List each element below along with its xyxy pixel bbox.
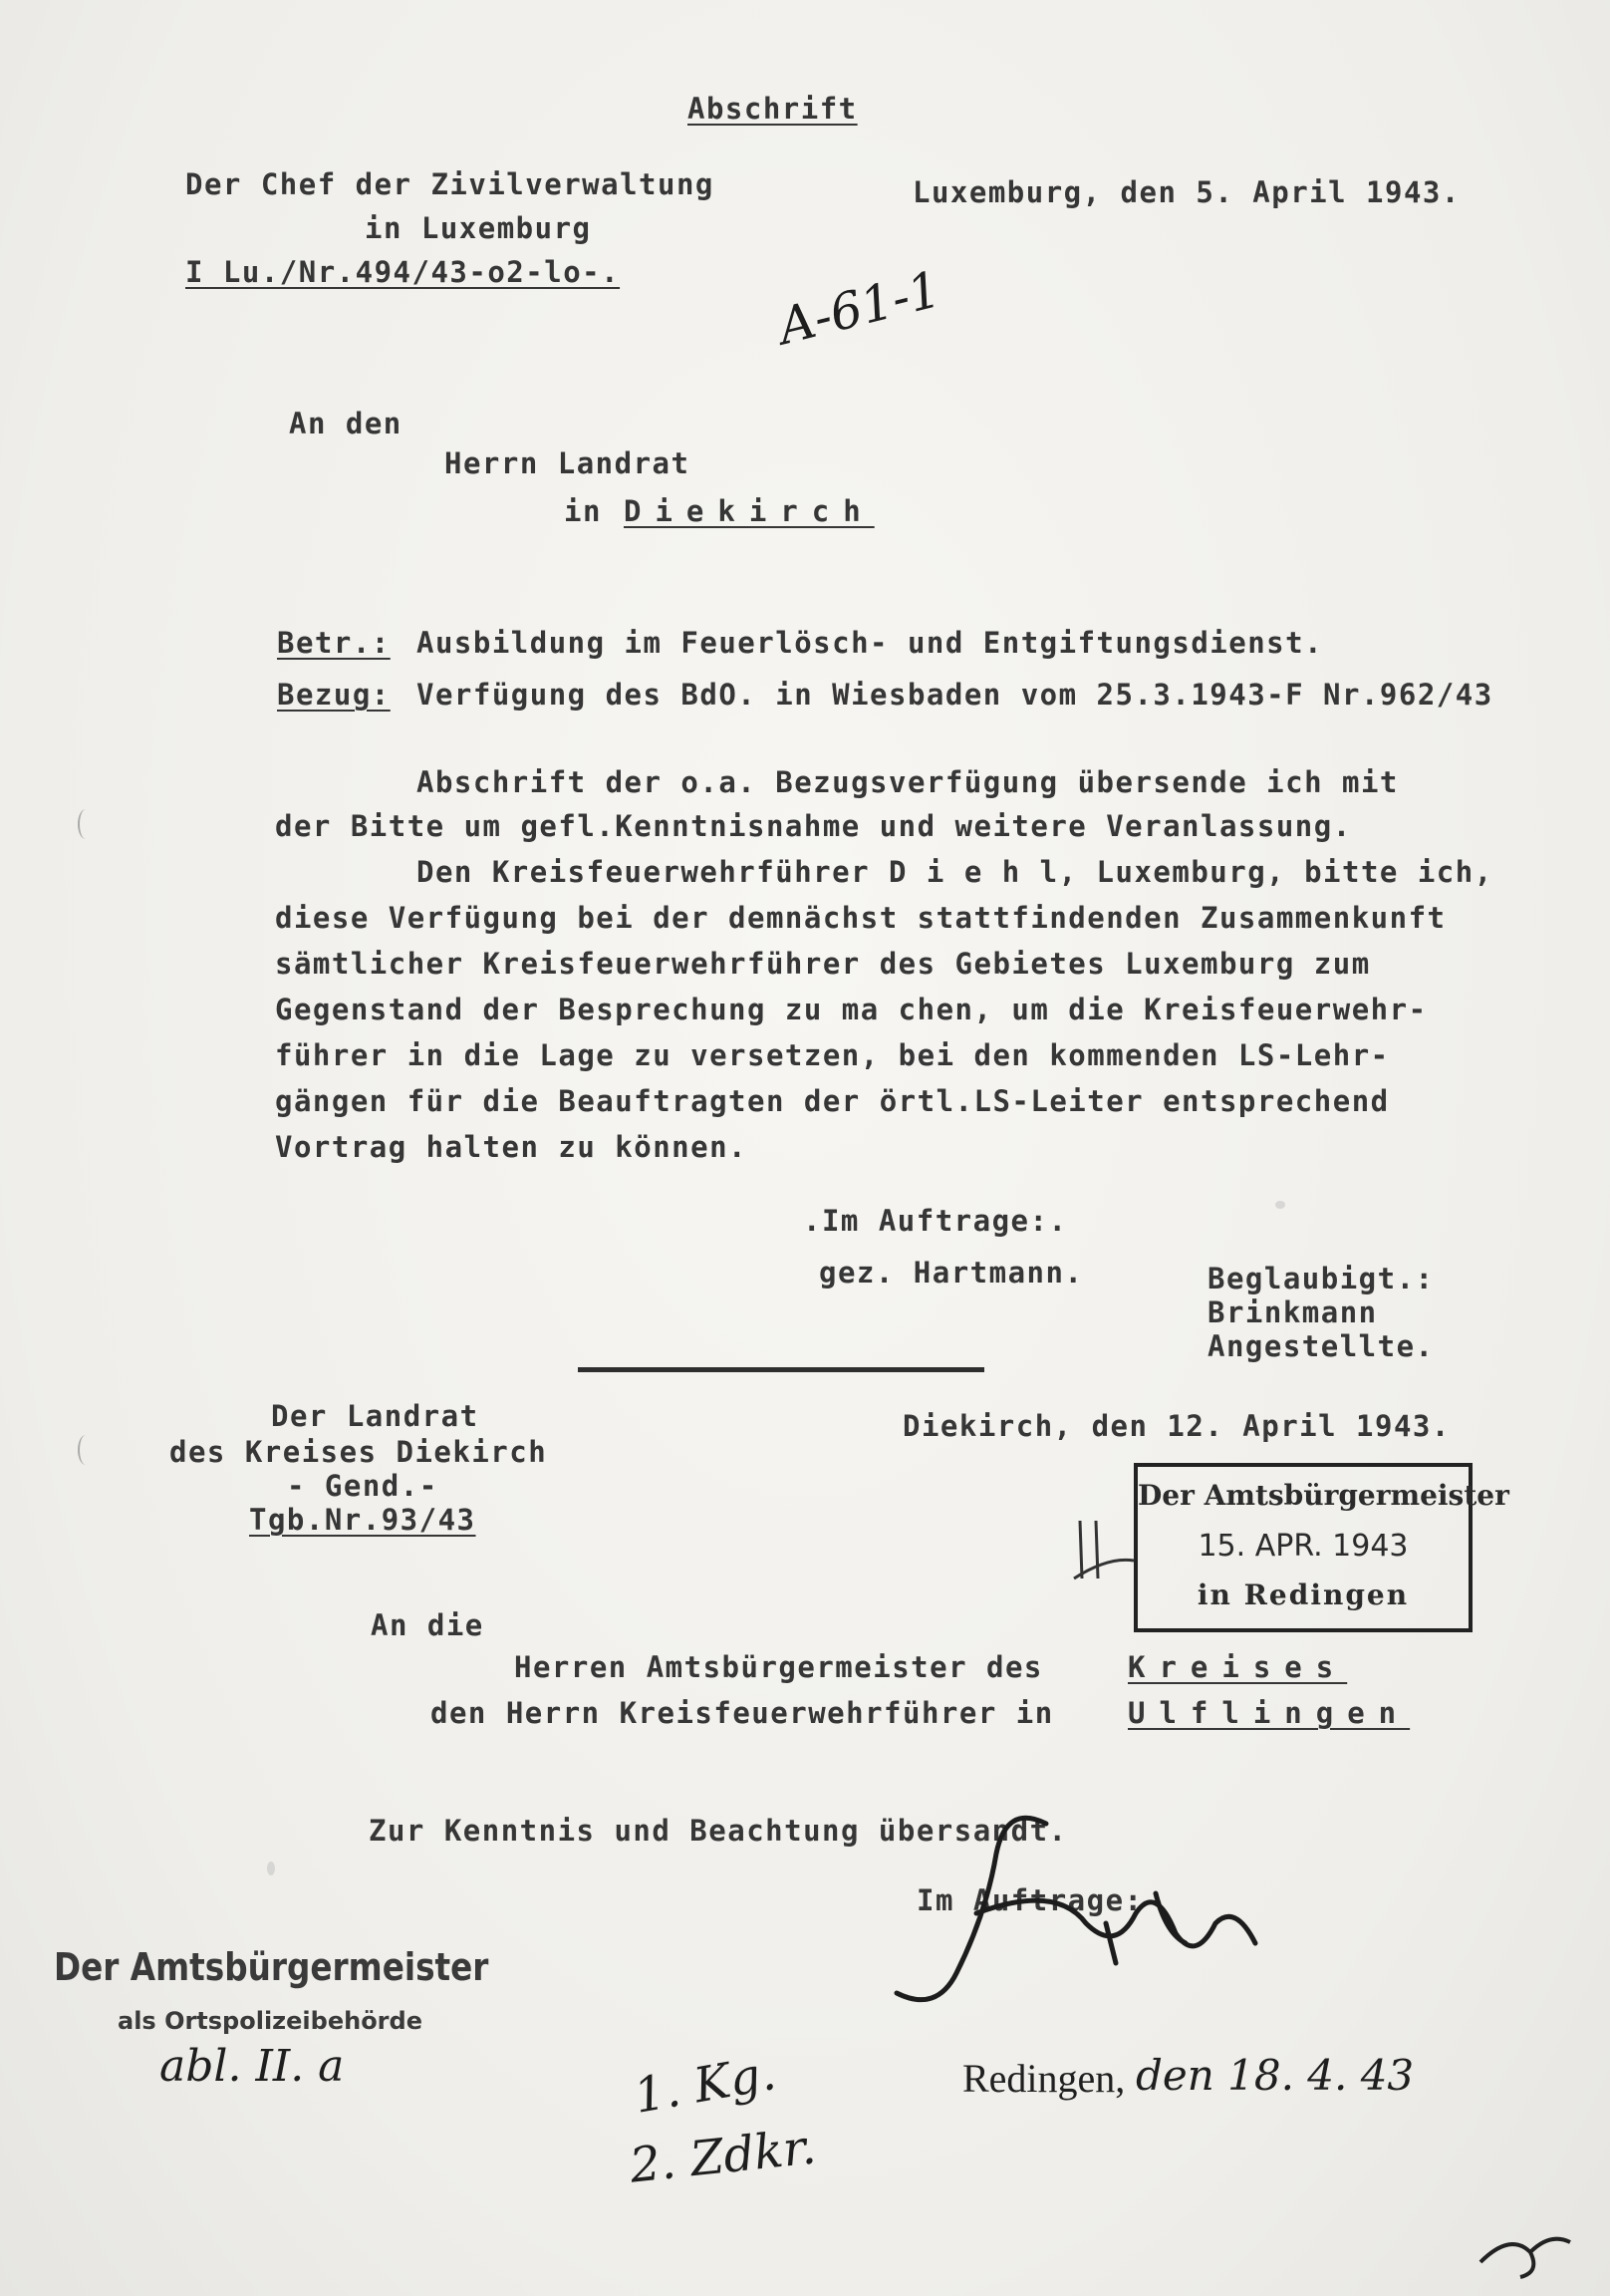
second-sender-line-2: des Kreises Diekirch	[169, 1435, 548, 1469]
sender-line-1: Der Chef der Zivilverwaltung	[185, 167, 714, 201]
scan-edge-mark	[78, 809, 94, 839]
handwritten-reference: A-61-1	[772, 259, 946, 357]
addressee-name: Herrn Landrat	[444, 446, 690, 480]
ink-spot	[267, 1862, 275, 1875]
received-stamp-date: 15. APR. 1943	[1198, 1529, 1409, 1564]
body-line: gängen für die Beauftragten der örtl.LS-Leiter entsprechend	[275, 1084, 1390, 1118]
subject-label: Betr.:	[277, 626, 391, 660]
second-signature-auftrage: Im Auftrage:	[917, 1883, 1144, 1917]
place-date-handwritten: den 18. 4. 43	[1136, 2051, 1415, 2100]
scan-edge-mark	[78, 1435, 94, 1465]
body-line: sämtlicher Kreisfeuerwehrführer des Gebietes Luxemburg zum	[275, 947, 1371, 981]
certified-line-2: Brinkmann	[1208, 1295, 1378, 1329]
recipient-1-district: Kreises	[1128, 1650, 1348, 1684]
reference-number: I Lu./Nr.494/43-o2-lo-.	[185, 255, 621, 289]
ink-spot	[1275, 1201, 1285, 1209]
initials-mark	[1471, 2222, 1580, 2282]
recipient-2: den Herrn Kreisfeuerwehrführer in	[430, 1696, 1054, 1730]
letter-date: Luxemburg, den 5. April 1943.	[913, 175, 1461, 209]
signature-name: gez. Hartmann.	[819, 1256, 1084, 1290]
certified-line-1: Beglaubigt.:	[1208, 1262, 1435, 1295]
recipient-2-place: Ulflingen	[1128, 1696, 1411, 1730]
body-line: führer in die Lage zu versetzen, bei den kommenden LS-Lehr-	[275, 1038, 1390, 1072]
handwritten-note-1: 1. Kg.	[630, 2045, 780, 2125]
second-salutation: An die	[371, 1608, 484, 1642]
header-title: Abschrift	[687, 92, 858, 126]
received-stamp	[1134, 1463, 1509, 1632]
received-stamp-place: in Redingen	[1197, 1578, 1410, 1611]
body-line: Gegenstand der Besprechung zu ma chen, um die Kreisfeuerwehr-	[275, 993, 1428, 1026]
certified-line-3: Angestellte.	[1208, 1329, 1435, 1363]
place-printed: Redingen,	[962, 2056, 1126, 2101]
subject-text: Ausbildung im Feuerlösch- und Entgiftungsdienst.	[416, 626, 1324, 660]
signature-auftrage: .Im Auftrage:.	[803, 1204, 1068, 1238]
addressee-in: in	[564, 494, 602, 528]
body-line: Den Kreisfeuerwehrführer D i e h l, Luxemburg, bitte ich,	[416, 855, 1493, 889]
second-body: Zur Kenntnis und Beachtung übersandt.	[369, 1814, 1068, 1848]
bottom-stamp-title: Der Amtsbürgermeister	[54, 1945, 489, 1989]
section-divider	[578, 1367, 984, 1372]
addressee-salutation: An den	[289, 407, 402, 440]
second-sender-line-1: Der Landrat	[271, 1399, 479, 1433]
body-line: Vortrag halten zu können.	[275, 1130, 747, 1164]
sender-line-2: in Luxemburg	[365, 211, 592, 245]
addressee-place: Diekirch	[624, 494, 875, 528]
body-line: Abschrift der o.a. Bezugsverfügung übersende ich mit	[416, 765, 1399, 799]
handwritten-signature	[857, 1794, 1275, 2033]
second-sender-line-3: - Gend.-	[287, 1469, 438, 1503]
bottom-stamp-subtitle: als Ortspolizeibehörde	[118, 2007, 422, 2035]
reference-label: Bezug:	[277, 678, 391, 712]
handwritten-note-filing: abl. II. a	[159, 2041, 345, 2092]
body-line: der Bitte um gefl.Kenntnisnahme und weitere Veranlassung.	[275, 809, 1352, 843]
second-date: Diekirch, den 12. April 1943.	[903, 1409, 1451, 1443]
second-reference-number: Tgb.Nr.93/43	[249, 1503, 476, 1537]
reference-text: Verfügung des BdO. in Wiesbaden vom 25.3.1943-F Nr.962/43	[416, 678, 1493, 712]
handwritten-note-2: 2. Zdkr.	[627, 2119, 819, 2194]
received-stamp-title: Der Amtsbürgermeister	[1138, 1479, 1509, 1512]
handwritten-mark	[1068, 1517, 1138, 1586]
body-line: diese Verfügung bei der demnächst stattfindenden Zusammenkunft	[275, 901, 1447, 935]
recipient-1: Herren Amtsbürgermeister des	[514, 1650, 1043, 1684]
